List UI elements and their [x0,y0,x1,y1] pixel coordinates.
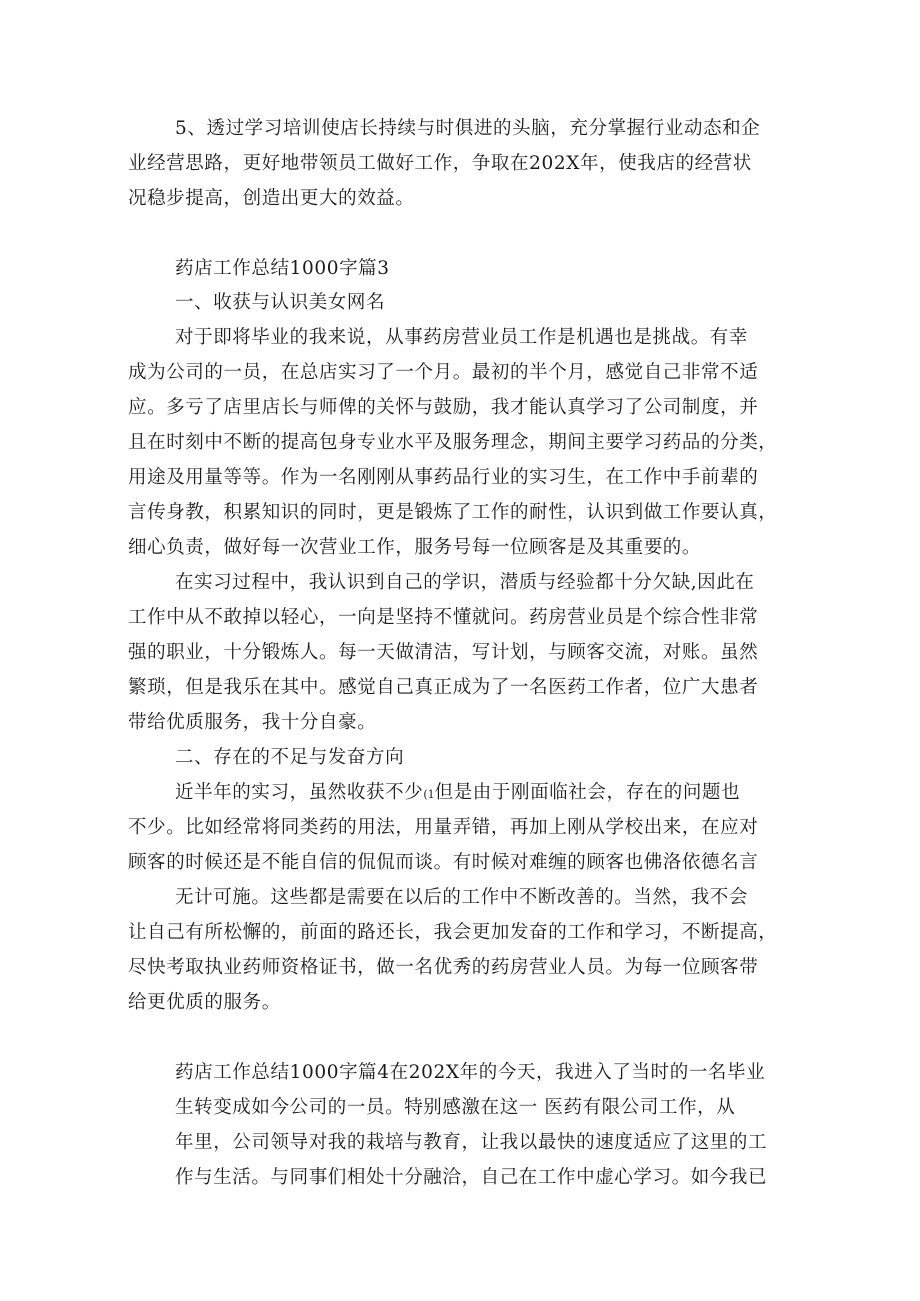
text-line: 让自己有所松懈的，前面的路还长，我会更加发奋的工作和学习，不断提高， [128,922,778,943]
text-line: 顾客的时候还是不能自信的侃侃而谈。有时候对难缠的顾客也佛洛依德名言 [128,852,759,873]
text-line: 言传身教，积累知识的同时，更是锻炼了工作的耐性，认识到做工作要认真， [128,502,778,523]
text-line: 且在时刻中不断的提高包身专业水平及服务理念，期间主要学习药品的分类， [128,432,778,453]
text-line: 细心负责，做好每一次营业工作，服务号每一位顾客是及其重要的。 [128,537,702,558]
text-line: 强的职业，十分锻炼人。每一天做清洁，写计划，与顾客交流，对账。虽然 [128,642,759,663]
text-line: 带给优质服务，我十分自豪。 [128,712,377,733]
text-line: 不少。比如经常将同类药的用法，用量弄错，再加上刚从学校出来，在应对 [128,817,759,838]
text-segment: 近半年的实习，虽然收获不少 [175,782,424,803]
section-heading: 二、存在的不足与发奋方向 [175,747,405,768]
text-line: 应。多亏了店里店长与师俾的关怀与鼓励，我才能认真学习了公司制度，并 [128,397,759,418]
text-line: 生转变成如今公司的一员。特别感激在这一 医药有限公司工作，从 [175,1097,736,1118]
text-line: 药店工作总结1000字篇4在202X年的今天，我进入了当时的一名毕业 [175,1062,766,1083]
text-line: 繁琐，但是我乐在其中。感觉自己真正成为了一名医药工作者，位广大患者 [128,677,759,698]
text-line: 作与生活。与同事们相处十分融洽，自己在工作中虚心学习。如今我已 [175,1167,768,1188]
text-line: 对于即将毕业的我来说，从事药房营业员工作是机遇也是挑战。有幸 [175,327,749,348]
text-line: 无计可施。这些都是需要在以后的工作中不断改善的。当然，我不会 [175,887,749,908]
text-line: 成为公司的一员，在总店实习了一个月。最初的半个月，感觉自己非常不适 [128,362,759,383]
inline-mark: (1 [423,788,435,801]
text-segment: 但是由于刚面临社会，存在的问题也 [434,782,741,803]
text-line: 年里，公司领导对我的栽培与教育，让我以最快的速度适应了这里的工 [175,1132,768,1153]
text-line: 用途及用量等等。作为一名刚刚从事药品行业的实习生，在工作中手前辈的 [128,467,759,488]
text-line: 尽快考取执业药师资格证书，做一名优秀的药房营业人员。为每一位顾客带 [128,957,759,978]
section-heading: 一、收获与认识美女网名 [175,292,386,313]
text-line: 业经营思路，更好地带领员工做好工作，争取在202X年，使我店的经营状 [128,153,752,174]
text-line: 在实习过程中，我认识到自己的学识，潜质与经验都十分欠缺,因此在 [175,572,755,593]
text-line: 给更优质的服务。 [128,992,281,1013]
text-line [175,780,740,808]
article-title: 药店工作总结1000字篇3 [175,258,390,279]
text-line: 工作中从不敢掉以轻心，一向是坚持不懂就问。药房营业员是个综合性非常 [128,607,759,628]
text-line: 况稳步提高，创造出更大的效益。 [128,188,415,209]
text-line: 5、透过学习培训使店长持续与时俱进的头脑，充分掌握行业动态和企 [175,118,761,139]
